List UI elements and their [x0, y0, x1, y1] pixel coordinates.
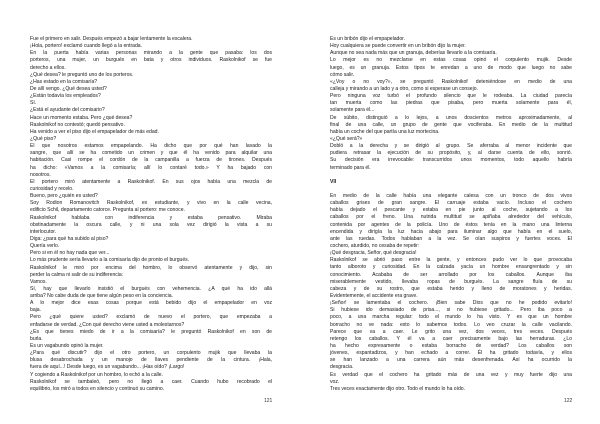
- text-line: De súbito, distinguió a lo lejos, a unos doscientos metros aproximadamente, al: [330, 114, 572, 121]
- text-line: Y cogiendo a Raskolnikof por un hombro, lo echó a la calle.: [30, 371, 163, 378]
- text-line: retengo los caballos. Y él va a caer precisamente bajo las herraduras. ¿Lo: [330, 335, 572, 342]
- right-page-number: 122: [564, 398, 573, 404]
- text-line: sangre, que allí se ha cometido un crimen y que él ha venido para alquilar una: [30, 150, 272, 157]
- text-line: contenida por agentes de la policía. Uno de éstos tenía en la mano una linterna: [330, 221, 572, 228]
- text-line: «¿Voy o no voy?», se preguntó Raskolnikof deteniéndose en medio de una: [330, 78, 572, 85]
- text-line: nosotros.: [30, 171, 51, 178]
- text-line: porteros, una mujer, un burgués en bata y otros individuos. Raskolnikof se fue: [30, 57, 272, 64]
- text-line: tanto alboroto y curiosidad. En la calzada yacía un hombre ensangrentado y sin: [330, 264, 572, 271]
- text-line: encendida y dirigía la luz hacia abajo para iluminar algo que había en el suelo,: [330, 228, 572, 235]
- text-line: Sí, hay que llevarlo insistió el burgués con vehemencia. ¿A qué ha ido allá: [30, 285, 272, 292]
- text-line: ¡Qué desgracia, Señor, qué desgracia!: [330, 250, 417, 257]
- text-line: Raskolnikof hablaba con indiferencia y estaba pensativo. Miraba: [30, 214, 272, 221]
- text-line: Diga: ¿para qué ha subido al piso?: [30, 235, 109, 242]
- text-line: ante las ruedas. Todos hablaban a la vez. Se oían suspiros y fuertes voces. El: [330, 235, 572, 242]
- text-line: El que nosotros estamos empapelando. Ha dicho que por qué han lavado la: [30, 143, 272, 150]
- text-line: Aunque no sea nada más que un granuja, deberías llevarlo a la comisaría.: [330, 50, 497, 57]
- text-line: Sí.: [30, 100, 37, 107]
- text-line: tan muerta como las piedras que pisaba, pero muerta solamente para él,: [330, 100, 572, 107]
- text-line: cochero, aturdido, no cesaba de repetir:: [330, 243, 420, 250]
- text-line: final de una calle, un grupo de gente que vociferaba. En medio de la multitud: [330, 121, 572, 128]
- text-line: fuera de aquí...! Desde luego, es un vagabundo... ¡Has oído? ¡Largo!: [30, 364, 185, 371]
- text-line: Su decisión era irrevocable: transcurridos unos momentos, todo aquello habría: [330, 157, 572, 164]
- left-page-text: [30, 36, 272, 392]
- text-line: ¡Hola, portero! exclamó cuando llegó a la entrada.: [30, 43, 142, 50]
- text-line: jóvenes, espantadizos, y han echado a correr. Él ha gritado todavía, y ellos: [330, 350, 572, 357]
- text-line: había un coche del que partía una luz mortecina.: [330, 128, 440, 135]
- text-line: pudiera retrasar la ejecución de su propósito, y, al darse cuenta de ello, sonrió.: [330, 150, 572, 157]
- text-line: A lo mejor dice esas cosas porque está bebido dijo el empapelador en voz: [30, 300, 272, 307]
- text-line: calleja y mirando a un lado y a otro, como si esperase un consejo.: [330, 85, 478, 92]
- text-line: Raskolnikof le miró por encima del hombro, lo observó atentamente y dijo, sin: [30, 264, 272, 271]
- text-line: Pero si en él no hay nada que ver...: [30, 250, 110, 257]
- text-line: El portero miró atentamente a Raskolnikof. En sus ojos había una mezcla de: [30, 178, 272, 185]
- text-line: arriba? No cabe duda de que tiene algún peso en la conciencia.: [30, 293, 173, 300]
- text-line: Fue el primero en salir. Después empezó a bajar lentamente la escalera.: [30, 36, 193, 42]
- text-line: perder la calma ni salir de su indiferencia:: [30, 271, 124, 278]
- text-line: equilibrio, los miró a todos en silencio y continuó su camino.: [30, 385, 165, 392]
- blank-line: [330, 186, 572, 193]
- right-page-text: [330, 36, 572, 392]
- text-line: Vamos.: [30, 278, 47, 285]
- text-line: cómo salir.: [330, 71, 355, 78]
- blank-line: [330, 172, 572, 179]
- text-line: cabeza y de su rostro, que estaba herido y lleno de moratones y heridas.: [330, 285, 572, 292]
- text-line: interlocutor.: [30, 228, 57, 235]
- text-line: desgracia.: [330, 364, 354, 371]
- text-line: ¿Está el ayudante del comisario?: [30, 107, 105, 114]
- text-line: Lo más prudente sería llevarlo a la comisaría dijo de pronto el burgués.: [30, 257, 190, 264]
- text-line: obstinadamente la oscura calle, y ni una sola vez dirigió la vista a su: [30, 221, 272, 228]
- text-line: derecho a ellos.: [30, 64, 66, 71]
- text-line: Pero ninguna voz turbó el profundo silencio que le rodeaba. La ciudad parecía: [330, 93, 572, 100]
- text-line: poco, a una marcha regular: todo el mundo lo ha visto. Y es que un hombre: [330, 314, 572, 321]
- text-line: Raskolnikof se tambaleó, pero no llegó a caer. Cuando hubo recobrado el: [30, 378, 272, 385]
- right-page: [300, 0, 600, 424]
- text-line: habitación. Casi rompe el cordón de la campanilla a fuerza de tirones. Después: [30, 157, 272, 164]
- text-line: Es verdad que el cochero ha gritado más de una vez y muy fuerte dijo una: [330, 371, 572, 378]
- text-line: En medio de la calle había una elegante calesa con un tronco de dos vivos: [330, 193, 572, 200]
- chapter-heading: VII: [330, 178, 337, 185]
- text-line: De allí vengo. ¿Qué desea usted?: [30, 85, 107, 92]
- text-line: «¿Qué será?»: [330, 135, 363, 142]
- text-line: Hoy cualquiera se puede convertir en un bribón dijo la mujer.: [330, 43, 466, 50]
- text-line: Lo mejor es no mezclarse en estas cosas opinó el corpulento mujik. Desde: [330, 57, 572, 64]
- text-line: Ha venido a ver el piso dijo el empapelador de más edad.: [30, 128, 159, 135]
- text-line: burla.: [30, 335, 43, 342]
- text-line: ha hecho expresamente o estaba borracho de verdad? Los caballos son: [330, 343, 572, 350]
- text-line: ¿Has estado en la comisaría?: [30, 78, 98, 85]
- text-line: caballos grises de gran sangre. El carruaje estaba vacío. Incluso el cochero: [330, 200, 572, 207]
- text-line: curiosidad y recelo.: [30, 185, 74, 192]
- text-line: Soy Rodion Romanovitch Raskolnikof, ex estudiante, y vivo en la calle vecina,: [30, 200, 272, 207]
- text-line: solamente para él...: [330, 107, 375, 114]
- text-line: Quería verlo.: [30, 243, 60, 250]
- text-line: ¡Señor! se lamentaba el cochero. ¡Bien sabe Dios que no he podido evitarlo!: [330, 300, 572, 307]
- text-line: enfadarse de verdad. ¿Con qué derecho viene usted a molestarnos?: [30, 321, 185, 328]
- text-line: En la puerta había varias personas mirando a la gente que pasaba: los dos: [30, 50, 272, 57]
- text-line: blusa desabrochada y un manojo de llaves pendiente de la cintura. ¡Hala,: [30, 357, 272, 364]
- text-line: Es un bribón dijo el empapelador.: [330, 36, 405, 42]
- text-line: Parece que va a caer. Le grito una vez, dos veces, tres veces. Después: [330, 328, 572, 335]
- text-line: ha dicho: «Vamos a la comisaría; allí lo contaré todo.» Y ha bajado con: [30, 164, 272, 171]
- text-line: luego, es un granuja. Estos tipos te enredan a uno de modo que luego no sabe: [330, 64, 572, 71]
- text-line: caballos por el freno. Una nutrida multitud se apiñaba alrededor del vehículo,: [330, 214, 572, 221]
- text-line: Es un vagabundo opinó la mujer.: [30, 343, 104, 350]
- text-line: Si hubiese ido demasiado de prisa..., si no hubiese gritado... Pero iba poco a: [330, 307, 572, 314]
- text-line: ¿Qué desea? le preguntó uno de los porteros.: [30, 71, 134, 78]
- text-line: había dejado el pescante y estaba en pie junto al coche, sujetando a los: [330, 207, 572, 214]
- text-line: Raskolnikof no contestó; quedó pensativo.: [30, 121, 125, 128]
- text-line: miserablemente vestido, llevaba ropas de burgués. La sangre fluía de su: [330, 278, 572, 285]
- text-line: Dobló a la derecha y se dirigió al grupo. Se aferraba al menor incidente que: [330, 143, 572, 150]
- text-line: borracho no ve nada: esto lo sabemos todos. Lo veo cruzar la calle vacilando.: [330, 321, 572, 328]
- text-line: edificio Schil, departamento catorce. Pregunta al portero: me conoce.: [30, 207, 185, 214]
- text-line: ¿Es que tienes miedo de ir a la comisaría? le preguntó Raskolnikof en son de: [30, 328, 272, 335]
- text-line: se han lanzado a una carrera aún más desenfrenada. Así ha ocurrido la: [330, 357, 572, 364]
- text-line: Raskolnikof se abrió paso entre la gente, y entonces pudo ver lo que provocaba: [330, 257, 572, 264]
- text-line: baja.: [30, 307, 41, 314]
- text-line: ¿Están todavía los empleados?: [30, 93, 101, 100]
- text-line: Pero ¿qué quiere usted? exclamó de nuevo el portero, que empezaba a: [30, 314, 272, 321]
- text-line: ¿Qué piso?: [30, 135, 57, 142]
- text-line: conocimiento. Acababa de ser arrollado por los caballos. Aunque iba: [330, 271, 572, 278]
- text-line: terminado para él.: [330, 164, 371, 171]
- text-line: Hace un momento estaba. Pero ¿qué desea?: [30, 114, 133, 121]
- text-line: Bueno, pero ¿quién es usted?: [30, 193, 98, 200]
- text-line: Tres veces exactamente dijo otro. Todo el mundo lo ha oído.: [330, 385, 466, 392]
- text-line: ¿Para qué discutir? dijo el otro portero, un corpulento mujik que llevaba la: [30, 350, 272, 357]
- left-page-number: 121: [264, 398, 273, 404]
- text-line: Evidentemente, el accidente era grave.: [330, 293, 418, 300]
- text-line: voz.: [330, 378, 340, 385]
